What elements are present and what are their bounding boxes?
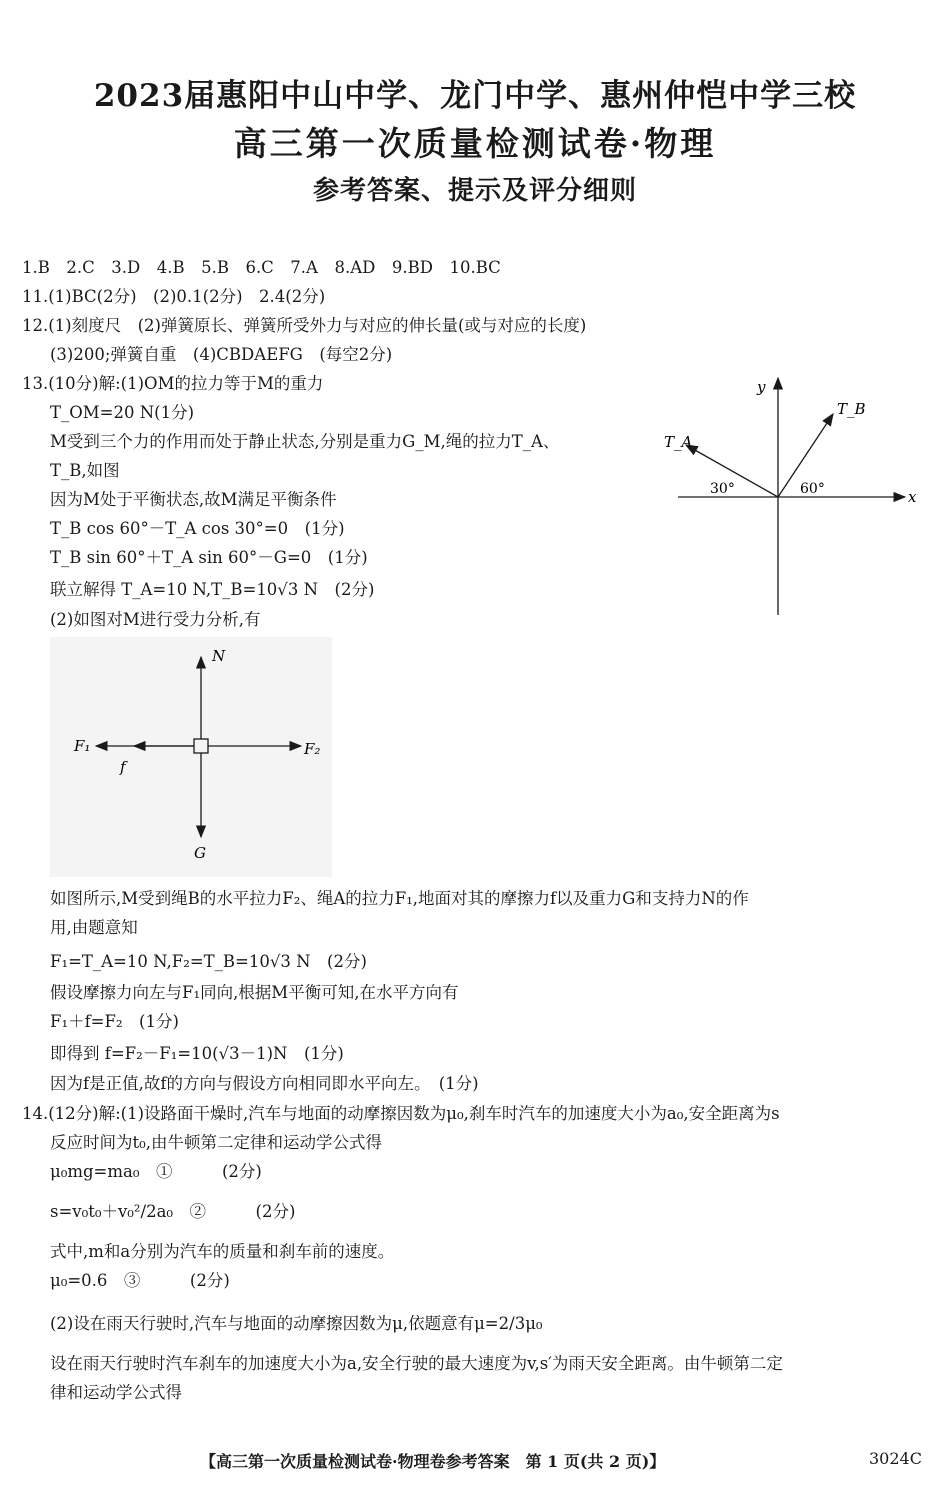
- answer-line: 因为f是正值,故f的方向与假设方向相同即水平向左。 (1分): [50, 1074, 479, 1093]
- f1-label: F₁: [74, 737, 91, 755]
- answer-line: 1.B 2.C 3.D 4.B 5.B 6.C 7.A 8.AD 9.BD 10.BC: [22, 258, 501, 277]
- g-label: G: [194, 844, 206, 862]
- ta-label: T_A: [664, 433, 693, 451]
- block-m: [194, 739, 208, 753]
- page-footer: 【高三第一次质量检测试卷·物理卷参考答案 第 1 页(共 2 页)】: [200, 1452, 666, 1471]
- n-label: N: [212, 647, 226, 665]
- answer-line: (3)200;弹簧自重 (4)CBDAEFG (每空2分): [50, 345, 393, 364]
- answer-line: (2)设在雨天行驶时,汽车与地面的动摩擦因数为μ,依题意有μ=2/3μ₀: [50, 1314, 543, 1333]
- f2-label: F₂: [304, 740, 321, 758]
- answer-line: T_B sin 60°＋T_A sin 60°－G=0 (1分): [50, 548, 368, 567]
- x-label: x: [908, 488, 917, 506]
- answer-line: 用,由题意知: [50, 918, 138, 937]
- answer-line: μ₀mg=ma₀ ① (2分): [50, 1162, 262, 1181]
- answer-line: T_B,如图: [50, 461, 120, 480]
- paper-code: 3024C: [869, 1449, 922, 1468]
- answer-line: F₁＋f=F₂ (1分): [50, 1012, 179, 1031]
- angle-60-label: 60°: [800, 481, 825, 497]
- answer-line: 11.(1)BC(2分) (2)0.1(2分) 2.4(2分): [22, 287, 326, 306]
- force-diagram-ta-tb: [650, 370, 950, 620]
- angle-30-label: 30°: [710, 481, 735, 497]
- answer-line: 即得到 f=F₂－F₁=10(√3－1)N (1分): [50, 1044, 344, 1063]
- f-label: f: [120, 758, 126, 776]
- answer-line: 14.(12分)解:(1)设路面干燥时,汽车与地面的动摩擦因数为μ₀,刹车时汽车的加速度大小为a₀,安全距离为s: [22, 1104, 780, 1123]
- answer-line: 假设摩擦力向左与F₁同向,根据M平衡可知,在水平方向有: [50, 983, 459, 1002]
- title-line-3: 参考答案、提示及评分细则: [312, 176, 637, 206]
- answer-line: M受到三个力的作用而处于静止状态,分别是重力G_M,绳的拉力T_A、: [50, 432, 560, 451]
- title-line-2: 高三第一次质量检测试卷·物理: [233, 124, 717, 163]
- answer-line: T_B cos 60°－T_A cos 30°=0 (1分): [50, 519, 345, 538]
- answer-line: 设在雨天行驶时汽车刹车的加速度大小为a,安全行驶的最大速度为v,s′为雨天安全距离。由牛顿第二定: [50, 1354, 783, 1373]
- answer-line: F₁=T_A=10 N,F₂=T_B=10√3 N (2分): [50, 952, 367, 971]
- answer-line: s=v₀t₀＋v₀²/2a₀ ② (2分): [50, 1202, 296, 1221]
- answer-line: μ₀=0.6 ③ (2分): [50, 1271, 230, 1290]
- answer-line: 式中,m和a分别为汽车的质量和刹车前的速度。: [50, 1242, 395, 1261]
- answer-line: 12.(1)刻度尺 (2)弹簧原长、弹簧所受外力与对应的伸长量(或与对应的长度): [22, 316, 587, 335]
- answer-line: 如图所示,M受到绳B的水平拉力F₂、绳A的拉力F₁,地面对其的摩擦力f以及重力G和支持力N的作: [50, 889, 749, 908]
- answer-line: 律和运动学公式得: [50, 1383, 182, 1402]
- answer-line: T_OM=20 N(1分): [50, 403, 195, 422]
- title-line-1: 2023届惠阳中山中学、龙门中学、惠州仲恺中学三校: [93, 78, 857, 114]
- y-label: y: [757, 378, 766, 396]
- tb-label: T_B: [837, 400, 866, 418]
- answer-line: 反应时间为t₀,由牛顿第二定律和运动学公式得: [50, 1133, 382, 1152]
- answer-line: 联立解得 T_A=10 N,T_B=10√3 N (2分): [50, 580, 375, 599]
- answer-line: (2)如图对M进行受力分析,有: [50, 610, 261, 629]
- answer-line: 因为M处于平衡状态,故M满足平衡条件: [50, 490, 337, 509]
- force-diagram-block: [50, 637, 332, 877]
- answer-line: 13.(10分)解:(1)OM的拉力等于M的重力: [22, 374, 324, 393]
